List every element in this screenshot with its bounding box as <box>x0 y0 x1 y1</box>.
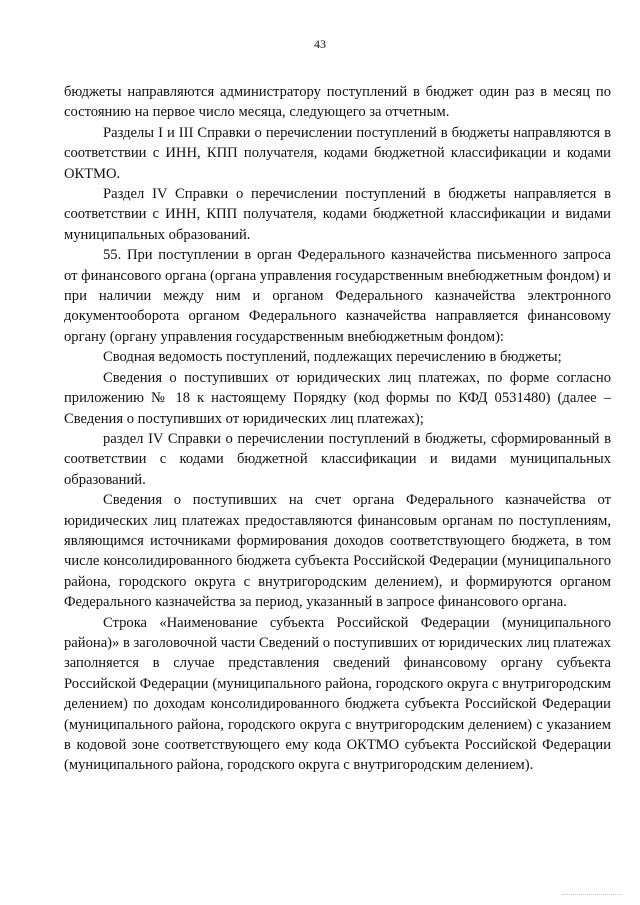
paragraph-clause-55: 55. При поступлении в орган Федерального казначейства письменного запроса от финансового органа (органа управления государственным внебюджетным фондом) и при наличии между ним и органом Федерального казначейства электронного документооборота органом Федерального казначейства направляется финансовому органу (органу управления государственным внебюджетным фондом): <box>64 247 611 345</box>
paragraph: Строка «Наименование субъекта Российской Федерации (муниципального района)» в заголовочной части Сведений о поступивших от юридических лиц платежах заполняется в случае представления сведений финансовому органу субъекта Российской Федерации (муниципального района, городского округа с внутригородским делением) по доходам консолидированного бюджета субъекта Российской Федерации (муниципального района, городского округа с внутригородским делением) с указанием в кодовой зоне соответствующего ему кода ОКТМО субъекта Российской Федерации (муниципального района, городского округа с внутригородским делением). <box>64 614 611 774</box>
document-body <box>64 82 611 776</box>
paragraph: раздел IV Справки о перечислении поступлений в бюджеты, сформированный в соответствии с кодами бюджетной классификации и видами муниципальных образований. <box>64 430 611 488</box>
paragraph: Сводная ведомость поступлений, подлежащих перечислению в бюджеты; <box>103 349 562 366</box>
paragraph: Раздел IV Справки о перечислении поступлений в бюджеты направляется в соответствии с ИНН, КПП получателя, кодами бюджетной классификации и видами муниципальных образований. <box>64 186 611 243</box>
paragraph: Разделы I и III Справки о перечислении поступлений в бюджеты направляются в соответствии с ИНН, КПП получателя, кодами бюджетной классификации и кодами ОКТМО. <box>64 124 611 182</box>
paragraph: Сведения о поступивших на счет органа Федерального казначейства от юридических лиц платежах предоставляются финансовым органам по поступлениям, являющимся источниками формирования доходов соответствующего бюджета, в том числе консолидированного бюджета субъекта Российской Федерации (муниципального района, городского округа с внутригородским делением), и формируются органом Федерального казначейства за период, указанный в запросе финансового органа. <box>64 492 611 611</box>
paragraph-continuation: бюджеты направляются администратору поступлений в бюджет один раз в месяц по состоянию на первое число месяца, следующего за отчетным. <box>64 84 611 121</box>
page-number: 43 <box>314 37 326 51</box>
scan-edge-marks <box>562 891 622 895</box>
paragraph: Сведения о поступивших от юридических лиц платежах, по форме согласно приложению № 18 к настоящему Порядку (код формы по КФД 0531480) (далее – Сведения о поступивших от юридических лиц платежах); <box>64 369 611 427</box>
